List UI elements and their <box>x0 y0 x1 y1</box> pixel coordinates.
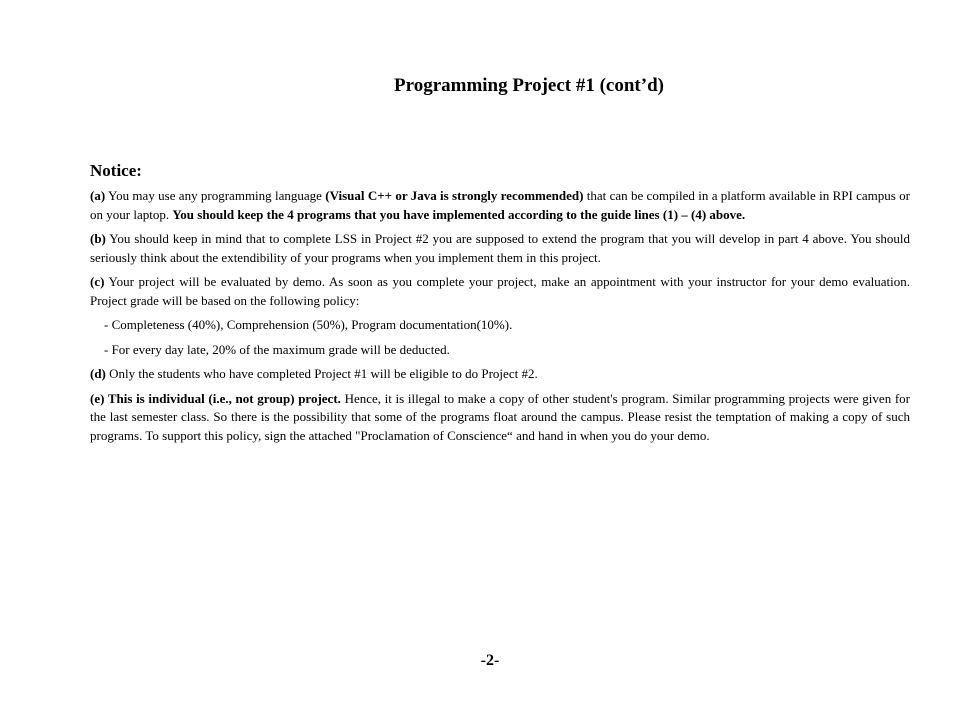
paragraph-d <box>90 365 910 384</box>
notice-heading: Notice: <box>90 161 142 180</box>
page-number: -2- <box>480 652 500 669</box>
late-policy-item: - For every day late, 20% of the maximum grade will be deducted. <box>104 341 450 357</box>
paragraph-a-bold-2: You should keep the 4 programs that you have implemented according to the guide lines (1) – (4) above. <box>172 206 746 222</box>
paragraph-b-label: (b) <box>90 231 106 246</box>
notice-body <box>90 187 910 451</box>
paragraph-a-text-2: that can be compiled in a platform available in RPI campus or on your laptop. <box>90 188 910 222</box>
paragraph-a-bold-1: (Visual C++ or Java is strongly recommended) <box>325 188 584 203</box>
paragraph-d-label: (d) <box>90 366 106 381</box>
paragraph-a-text-1: You may use any programming language <box>105 188 326 203</box>
paragraph-a <box>90 187 910 224</box>
paragraph-e-label: (e) <box>90 390 105 406</box>
paragraph-e-bold: This is individual (i.e., not group) project. <box>104 390 341 406</box>
grading-policy-item: - Completeness (40%), Comprehension (50%), Program documentation(10%). <box>104 317 513 332</box>
paragraph-d-text: Only the students who have completed Project #1 will be eligible to do Project #2. <box>105 366 538 381</box>
paragraph-c-label: (c) <box>90 274 105 289</box>
page-title: Programming Project #1 (cont’d) <box>394 75 664 96</box>
paragraph-c <box>90 273 910 310</box>
paragraph-e <box>90 390 910 446</box>
paragraph-b-text: You should keep in mind that to complete LSS in Project #2 you are supposed to extend the program that you will develop in part 4 above. You should seriously think about the extendibility of your programs when you implement them in this project. <box>90 231 910 265</box>
paragraph-c-text: Your project will be evaluated by demo. As soon as you complete your project, make an appointment with your instructor for your demo evaluation. Project grade will be based on the following policy: <box>90 274 910 308</box>
paragraph-b <box>90 230 910 267</box>
paragraph-a-label: (a) <box>90 188 106 203</box>
paragraph-e-text: Hence, it is illegal to make a copy of other student's program. Similar programming projects were given for the last semester class. So there is the possibility that some of the programs float around the campus. Please resist the temptation of making a copy of such programs. To support this policy, sign the attached "Proclamation of Conscience“ and hand in when you do your demo. <box>90 390 910 443</box>
